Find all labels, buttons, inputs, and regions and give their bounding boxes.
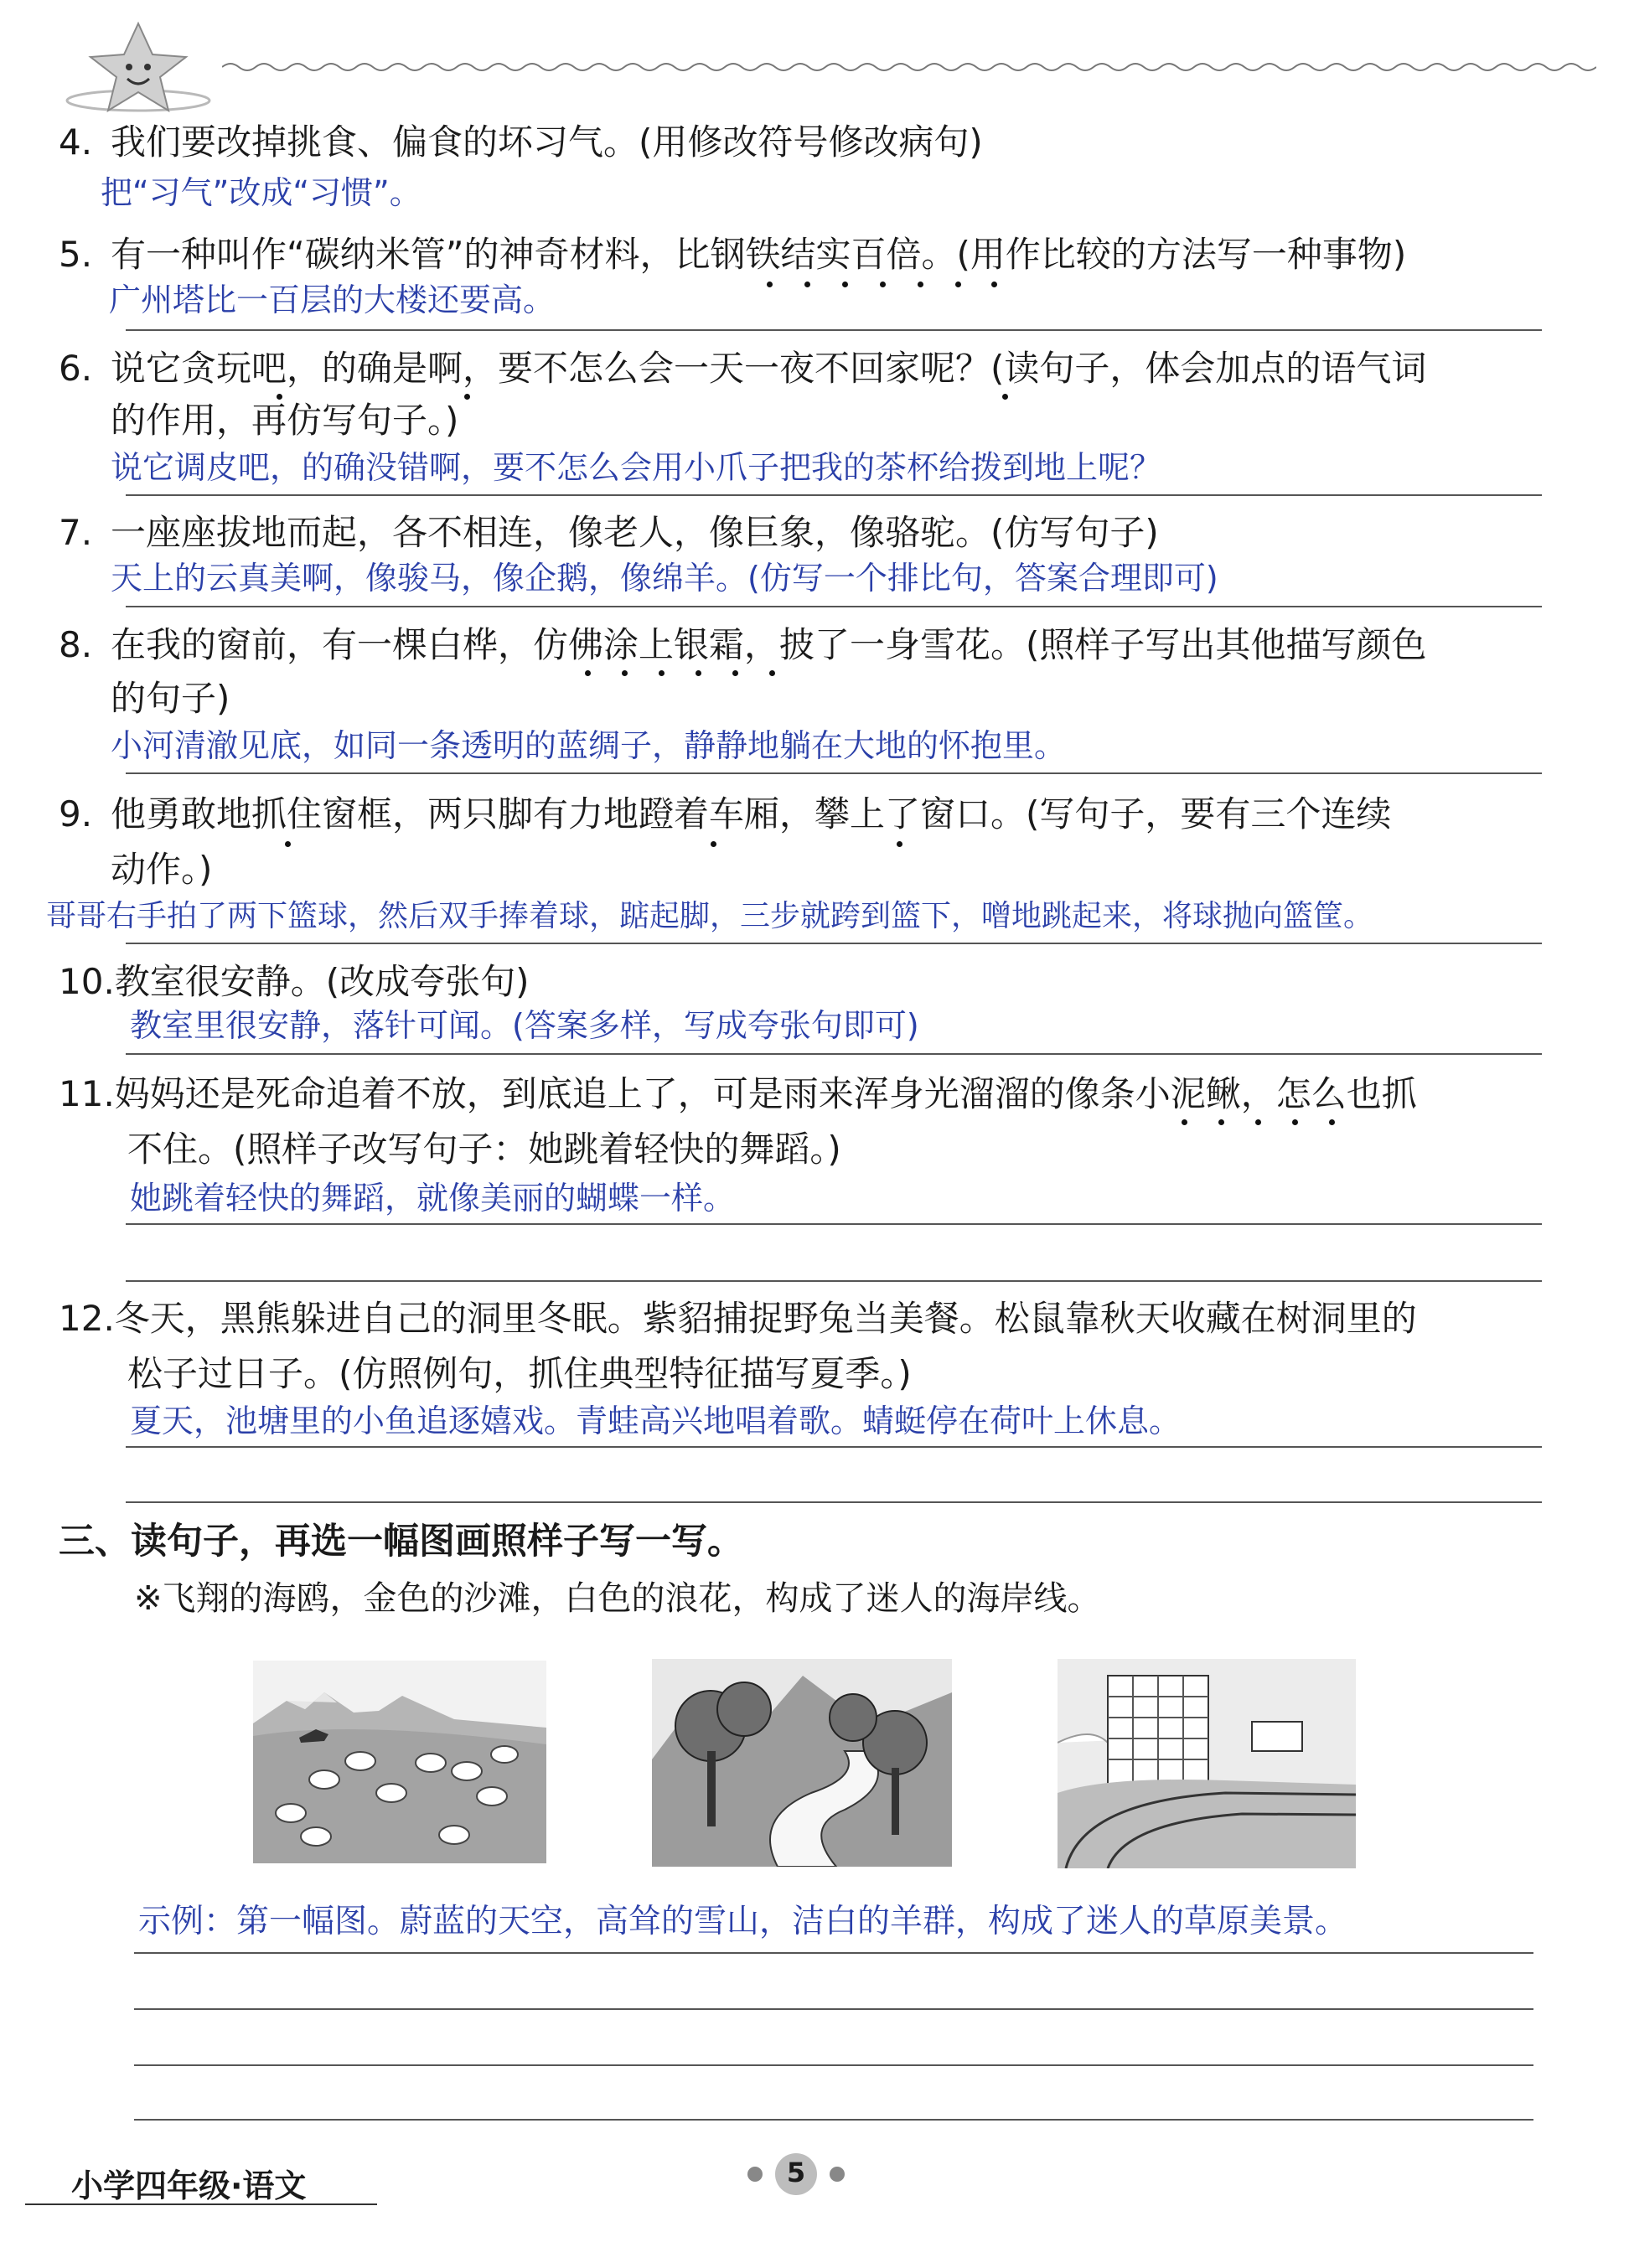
answer-line	[126, 1280, 1542, 1282]
question-8-continued: 的句子)	[111, 678, 230, 719]
answer-line	[126, 494, 1542, 496]
answer-line	[126, 943, 1542, 944]
grassland-sheep-illustration	[253, 1661, 546, 1863]
question-7	[59, 509, 1159, 556]
answer-6: 说它调皮吧，的确没错啊，要不怎么会用小爪子把我的茶杯给拨到地上呢？	[111, 449, 1162, 486]
question-6-continued: 的作用，再仿写句子。)	[111, 400, 459, 441]
section-3-example: ※飞翔的海鸥，金色的沙滩，白色的浪花，构成了迷人的海岸线。	[134, 1579, 1101, 1618]
question-number: 12.	[59, 1298, 115, 1339]
answer-11: 她跳着轻快的舞蹈，就像美丽的蝴蝶一样。	[130, 1180, 736, 1217]
question-number: 6.	[59, 348, 93, 389]
question-number: 5.	[59, 234, 93, 275]
building-track-illustration	[1058, 1659, 1356, 1868]
section-3-answer: 示例：第一幅图。蔚蓝的天空，高耸的雪山，洁白的羊群，构成了迷人的草原美景。	[138, 1903, 1348, 1940]
emphasis-dots	[277, 841, 947, 848]
question-number: 8.	[59, 624, 93, 665]
answer-line	[126, 329, 1542, 331]
mountain-stream-illustration	[652, 1659, 952, 1867]
answer-line	[134, 2008, 1533, 2010]
answer-10: 教室里很安静，落针可闻。(答案多样，写成夸张句即可)	[130, 1007, 919, 1044]
emphasis-dots	[578, 670, 788, 677]
question-6	[59, 345, 1426, 392]
picture-grassland	[253, 1661, 546, 1863]
question-number: 7.	[59, 512, 93, 553]
question-number: 11.	[59, 1073, 115, 1114]
question-11-continued: 不住。(照样子改写句子：她跳着轻快的舞蹈。)	[127, 1129, 841, 1170]
answer-line	[134, 2064, 1533, 2066]
answer-line	[126, 606, 1542, 607]
question-number: 9.	[59, 793, 93, 834]
answer-12: 夏天，池塘里的小鱼追逐嬉戏。青蛙高兴地唱着歌。蜻蜓停在荷叶上休息。	[130, 1403, 1182, 1439]
question-text: 在我的窗前，有一棵白桦，仿佛涂上银霜，披了一身雪花。(照样子写出其他描写颜色	[111, 624, 1427, 665]
question-text: 冬天，黑熊躲进自己的洞里冬眠。紫貂捕捉野兔当美餐。松鼠靠秋天收藏在树洞里的	[114, 1298, 1417, 1339]
answer-5: 广州塔比一百层的大楼还要高。	[109, 282, 556, 318]
page-number-badge	[737, 2153, 863, 2195]
question-text: 教室很安静。(改成夸张句)	[114, 961, 530, 1002]
picture-stream	[652, 1659, 952, 1867]
emphasis-dots	[754, 282, 1006, 288]
answer-line	[126, 1446, 1542, 1448]
answer-4: 把“习气”改成“习惯”。	[101, 174, 421, 211]
question-text: 他勇敢地抓住窗框，两只脚有力地蹬着车厢，攀上了窗口。(写句子，要有三个连续	[111, 793, 1392, 834]
answer-8: 小河清澈见底，如同一条透明的蓝绸子，静静地躺在大地的怀抱里。	[111, 727, 1067, 764]
answer-line	[134, 1952, 1533, 1954]
question-text: 妈妈还是死命追着不放，到底追上了，可是雨来浑身光溜溜的像条小泥鳅，怎么也抓	[114, 1073, 1417, 1114]
answer-line	[126, 1053, 1542, 1055]
header-wave-line	[222, 59, 1596, 75]
question-9	[59, 791, 1391, 838]
answer-line	[126, 1223, 1542, 1225]
emphasis-dots	[1173, 1119, 1383, 1126]
question-text: 有一种叫作“碳纳米管”的神奇材料，比钢铁结实百倍。(用作比较的方法写一种事物)	[111, 234, 1407, 275]
dot-right-icon	[830, 2167, 845, 2182]
question-5	[59, 231, 1406, 278]
answer-line	[126, 772, 1542, 774]
footer-book-title: 小学四年级·语文	[71, 2167, 307, 2204]
question-12	[59, 1295, 1417, 1342]
question-number: 4.	[59, 121, 93, 163]
answer-7: 天上的云真美啊，像骏马，像企鹅，像绵羊。(仿写一个排比句，答案合理即可)	[111, 560, 1218, 597]
answer-line	[126, 1501, 1542, 1503]
answer-line	[134, 2119, 1533, 2121]
question-11	[59, 1071, 1417, 1118]
dot-left-icon	[747, 2167, 763, 2182]
question-text: 说它贪玩吧，的确是啊，要不怎么会一天一夜不回家呢？(读句子，体会加点的语气词	[111, 348, 1427, 389]
question-8	[59, 622, 1426, 669]
question-4	[59, 119, 983, 166]
smiling-star-icon	[59, 17, 218, 117]
page-number: 5	[786, 2157, 806, 2188]
question-9-continued: 动作。)	[111, 849, 213, 890]
question-number: 10.	[59, 961, 115, 1002]
question-text: 一座座拔地而起，各不相连，像老人，像巨象，像骆驼。(仿写句子)	[111, 512, 1159, 553]
question-10	[59, 958, 530, 1005]
question-text: 我们要改掉挑食、偏食的坏习气。(用修改符号修改病句)	[111, 121, 983, 163]
question-12-continued: 松子过日子。(仿照例句，抓住典型特征描写夏季。)	[127, 1353, 912, 1394]
answer-9: 哥哥右手拍了两下篮球，然后双手捧着球，踮起脚，三步就跨到篮下，噌地跳起来，将球抛向篮筐。	[46, 899, 1374, 933]
footer-line	[25, 2203, 377, 2205]
header-mascot	[59, 17, 218, 117]
picture-building	[1058, 1659, 1356, 1868]
section-3-title: 三、读句子，再选一幅图画照样子写一写。	[59, 1521, 743, 1563]
